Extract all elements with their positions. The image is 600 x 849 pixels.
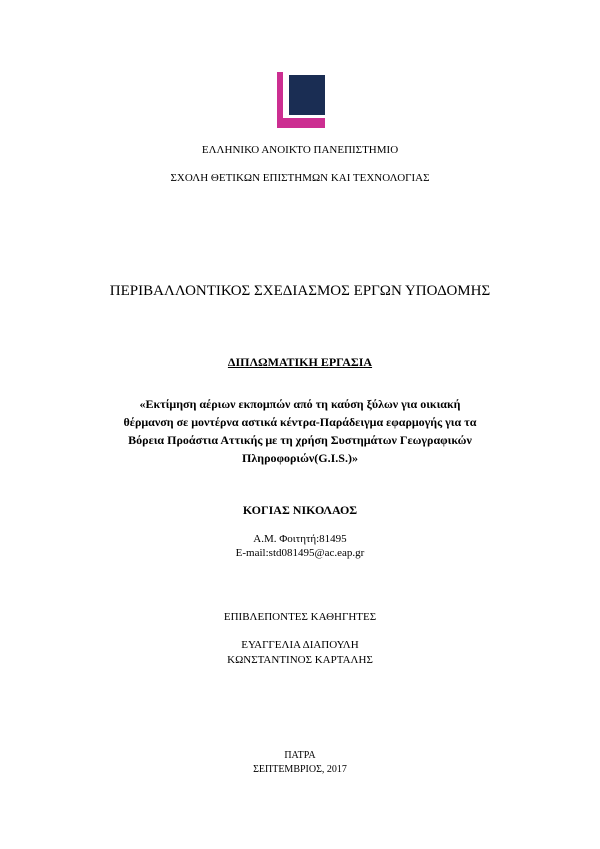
thesis-title-line: Πληροφοριών(G.I.S.)» (242, 451, 358, 465)
supervisor-name: ΚΩΝΣΤΑΝΤΙΝΟΣ ΚΑΡΤΑΛΗΣ (227, 654, 373, 666)
student-id: Α.Μ. Φοιτητή:81495 (253, 533, 347, 545)
program-name: ΠΕΡΙΒΑΛΛΟΝΤΙΚΟΣ ΣΧΕΔΙΑΣΜΟΣ ΕΡΓΩΝ ΥΠΟΔΟΜΗΣ (109, 283, 491, 299)
author-name: ΚΟΓΙΑΣ ΝΙΚΟΛΑΟΣ (242, 503, 358, 517)
thesis-type: ΔΙΠΛΩΜΑΤΙΚΗ ΕΡΓΑΣΙΑ (227, 355, 373, 369)
university-logo-icon (277, 72, 325, 128)
footer-date: ΣΕΠΤΕΜΒΡΙΟΣ, 2017 (253, 764, 347, 775)
university-name: ΕΛΛΗΝΙΚΟ ΑΝΟΙΚΤΟ ΠΑΝΕΠΙΣΤΗΜΙΟ (201, 144, 399, 156)
school-name: ΣΧΟΛΗ ΘΕΤΙΚΩΝ ΕΠΙΣΤΗΜΩΝ ΚΑΙ ΤΕΧΝΟΛΟΓΙΑΣ (170, 172, 430, 184)
thesis-title-line: Βόρεια Προάστια Αττικής με τη χρήση Συστημάτων Γεωγραφικών (128, 433, 472, 447)
author-email: E-mail:std081495@ac.eap.gr (235, 547, 365, 559)
footer-city: ΠΑΤΡΑ (284, 750, 316, 761)
thesis-title-line: «Εκτίμηση αέριων εκπομπών από τη καύση ξύλων για οικιακή (139, 397, 461, 411)
supervisors-heading: ΕΠΙΒΛΕΠΟΝΤΕΣ ΚΑΘΗΓΗΤΕΣ (223, 611, 377, 623)
supervisor-name: ΕΥΑΓΓΕΛΙΑ ΔΙΑΠΟΥΛΗ (241, 639, 359, 651)
thesis-title-line: θέρμανση σε μοντέρνα αστικά κέντρα-Παράδειγμα εφαρμογής για τα (123, 415, 477, 429)
